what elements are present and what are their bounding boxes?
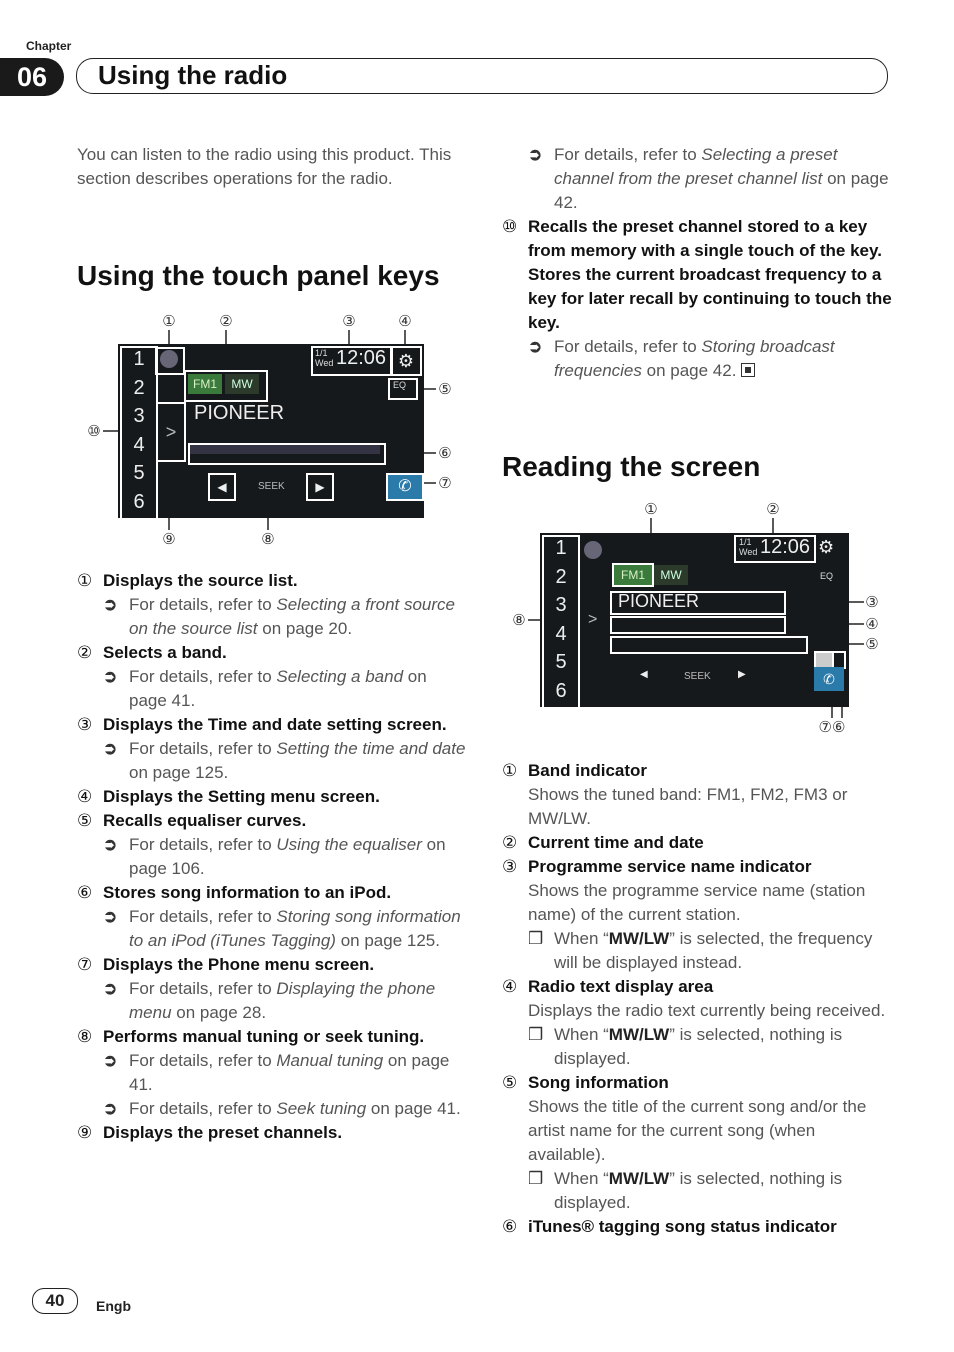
preset-key-6: 6 <box>555 679 567 702</box>
note-box-icon: ❒ <box>528 1169 544 1188</box>
preset-key-1: 1 <box>555 537 567 559</box>
callout-5: ⑤ <box>865 636 879 653</box>
item-label: Radio text display area <box>528 977 714 996</box>
item-label: Programme service name indicator <box>528 857 812 876</box>
item-label: Recalls equaliser curves. <box>103 811 307 830</box>
language-code: Engb <box>96 1298 131 1314</box>
date-display: 1/1 Wed <box>315 348 334 368</box>
page-number: 40 <box>32 1288 78 1314</box>
item-note <box>502 1023 892 1071</box>
preset-key-2: 2 <box>555 565 567 588</box>
preset-key-3[interactable]: 3 <box>133 405 145 427</box>
ref-arrow-icon: ➲ <box>528 145 543 164</box>
item-description: Displays the radio text currently being received. <box>528 1001 886 1020</box>
radio-screen-2 <box>540 533 849 707</box>
ref-page: on page 106. <box>129 835 446 878</box>
item-number: ⑥ <box>77 883 93 902</box>
callout-8: ⑧ <box>261 531 275 548</box>
preset-key-4: 4 <box>555 622 567 645</box>
note-text: ” is selected, nothing is displayed. <box>554 1169 843 1212</box>
ref-page: on page 28. <box>171 1003 267 1022</box>
preset-key-3: 3 <box>555 594 567 616</box>
reading-screen-list <box>502 759 892 1239</box>
preset-key-5: 5 <box>555 651 567 673</box>
band-indicator: FM1 <box>612 563 654 587</box>
callout-7-6: ⑦⑥ <box>818 719 846 736</box>
item-label: Selects a band. <box>103 643 227 662</box>
item-note <box>502 1167 892 1215</box>
ref-page: on page 41. <box>129 1051 450 1094</box>
preset-list-button[interactable]: > <box>156 402 186 462</box>
ref-link[interactable]: Using the equaliser <box>276 835 422 854</box>
callout-1: ① <box>644 501 658 518</box>
ref-text: For details, refer to <box>129 979 277 998</box>
seek-label: SEEK <box>684 671 711 682</box>
setting-gear-icon: ⚙ <box>818 537 835 557</box>
item-label: Displays the Setting menu screen. <box>103 787 380 806</box>
time-display[interactable]: 12:06 <box>336 347 387 369</box>
note-emphasis: MW/LW <box>608 1025 670 1044</box>
item-number: ⑤ <box>502 1073 518 1092</box>
preset-key-5[interactable]: 5 <box>133 462 145 484</box>
ref-link[interactable]: Selecting a front source on the source list <box>129 595 455 638</box>
ref-arrow-icon: ➲ <box>103 667 118 686</box>
station-name-display: PIONEER <box>618 591 700 611</box>
item-number: ⑤ <box>77 811 93 830</box>
setting-gear-icon[interactable]: ⚙ <box>390 346 422 376</box>
item-number: ① <box>502 761 518 780</box>
source-list-button[interactable] <box>584 541 602 559</box>
item-number: ③ <box>77 715 93 734</box>
item-number: ④ <box>77 787 93 806</box>
item-label: Displays the preset channels. <box>103 1123 343 1142</box>
chapter-label: Chapter <box>26 39 72 53</box>
item-10: ⑩ Recalls the preset channel stored to a key from memory with a single touch of the key. Stores the current broadcast frequency to a key for later recall by continuing to touch the key. <box>502 217 892 332</box>
item-note <box>502 927 892 975</box>
ref-arrow-icon: ➲ <box>103 979 118 998</box>
ref-link[interactable]: Storing song information to an iPod (iTunes Tagging) <box>129 907 461 950</box>
item-label: Song information <box>528 1073 669 1092</box>
preset-key-1[interactable]: 1 <box>133 348 145 370</box>
ref-text: For details, refer to <box>129 1051 277 1070</box>
item-number: ③ <box>502 857 518 876</box>
item-number: ② <box>502 833 518 852</box>
band-mw: MW <box>654 565 688 585</box>
phone-icon[interactable]: ✆ <box>386 473 424 501</box>
ref-link[interactable]: Setting the time and date <box>276 739 466 758</box>
callout-9: ⑨ <box>162 531 176 548</box>
item-label: Displays the Time and date setting screen. <box>103 715 447 734</box>
callout-2: ② <box>766 501 780 518</box>
note-text: When “ <box>554 1169 609 1188</box>
ref-text: For details, refer to <box>129 907 277 926</box>
item-description: Shows the programme service name (station name) of the current station. <box>528 881 866 924</box>
note-text: When “ <box>554 1025 609 1044</box>
ref-page: on page 41. <box>129 667 427 710</box>
callout-10: ⑩ <box>87 423 101 440</box>
callout-5: ⑤ <box>438 381 452 398</box>
item-description: Shows the title of the current song and/or the artist name for the current song (when available). <box>528 1097 867 1164</box>
ref-link[interactable]: Selecting a preset channel from the preset channel list <box>554 145 838 188</box>
band-mw-button[interactable]: MW <box>225 374 259 394</box>
band-fm1-button[interactable]: FM1 <box>188 374 222 394</box>
section-title-touch-panel: Using the touch panel keys <box>77 260 440 291</box>
item-label: Displays the Phone menu screen. <box>103 955 375 974</box>
screen-item-2 <box>502 831 892 855</box>
ref-link[interactable]: Seek tuning <box>276 1099 367 1118</box>
ref-page: on page 125. <box>335 931 440 950</box>
note-emphasis: MW/LW <box>608 929 670 948</box>
item-label: Band indicator <box>528 761 648 780</box>
next-arrow: ▶ <box>738 669 746 680</box>
note-box-icon: ❒ <box>528 1025 544 1044</box>
chapter-number: 06 <box>0 58 64 96</box>
item-description: Shows the tuned band: FM1, FM2, FM3 or MW/LW. <box>528 785 848 828</box>
item-label: Displays the source list. <box>103 571 298 590</box>
item-number: ⑦ <box>77 955 93 974</box>
ref-link[interactable]: Selecting a band <box>276 667 404 686</box>
item-number: ① <box>77 571 93 590</box>
date-display: 1/1 Wed <box>739 537 758 557</box>
time-display: 12:06 <box>760 536 811 558</box>
item-label: Stores song information to an iPod. <box>103 883 392 902</box>
item-number: ⑨ <box>77 1123 93 1142</box>
ref-page: on page 125. <box>129 763 229 782</box>
callout-4: ④ <box>398 313 412 330</box>
item-number: ⑥ <box>502 1217 518 1236</box>
intro-text: You can listen to the radio using this product. This section describes operations for the radio. <box>77 145 452 188</box>
item-number: ⑧ <box>77 1027 93 1046</box>
note-text: When “ <box>554 929 609 948</box>
tune-next-button[interactable]: ▶ <box>306 473 334 501</box>
section-title-reading-screen: Reading the screen <box>502 451 761 482</box>
item-label: iTunes® tagging song status indicator <box>528 1217 837 1236</box>
callout-8: ⑧ <box>512 612 526 629</box>
ref-arrow-icon: ➲ <box>103 907 118 926</box>
ref-link[interactable]: Storing broadcast frequencies <box>554 337 835 380</box>
preset-key-4[interactable]: 4 <box>133 433 145 456</box>
eq-button[interactable]: EQ <box>388 378 418 400</box>
item-label: Performs manual tuning or seek tuning. <box>103 1027 425 1046</box>
song-info-area <box>610 636 808 654</box>
note-box-icon: ❒ <box>528 929 544 948</box>
note-text: ” is selected, nothing is displayed. <box>554 1025 843 1068</box>
prev-arrow: ◀ <box>640 669 648 680</box>
ref-text: For details, refer to <box>129 595 277 614</box>
screen-item-3 <box>502 855 892 879</box>
ref-link[interactable]: Manual tuning <box>276 1051 384 1070</box>
item-number: ④ <box>502 977 518 996</box>
item-label: Current time and date <box>528 833 704 852</box>
radio-text-area <box>610 616 786 634</box>
preset-key-2[interactable]: 2 <box>133 376 145 399</box>
ref-text: For details, refer to <box>129 1099 277 1118</box>
callout-3: ③ <box>342 313 356 330</box>
station-name-display: PIONEER <box>194 402 285 424</box>
ref-arrow-icon: ➲ <box>103 739 118 758</box>
callout-1: ① <box>162 313 176 330</box>
screen-item-1 <box>502 759 892 783</box>
screen-item-5 <box>502 1071 892 1095</box>
screen-item-4 <box>502 975 892 999</box>
preset-arrow: > <box>588 611 598 628</box>
screen-item-6 <box>502 1215 892 1239</box>
ref-text: For details, refer to <box>129 739 277 758</box>
seek-label: SEEK <box>258 481 285 492</box>
tune-prev-button[interactable]: ◀ <box>208 473 236 501</box>
callout-7: ⑦ <box>438 475 452 492</box>
callout-2: ② <box>219 313 233 330</box>
eq-label: EQ <box>820 571 834 581</box>
preset-key-6[interactable]: 6 <box>133 490 145 513</box>
item-number: ② <box>77 643 93 662</box>
ref-storing-broadcast: ➲ For details, refer to Storing broadcast frequencies on page 42. <box>528 337 835 380</box>
note-emphasis: MW/LW <box>608 1169 670 1188</box>
ref-arrow-icon: ➲ <box>103 1099 118 1118</box>
ref-arrow-icon: ➲ <box>528 337 543 356</box>
ref-arrow-icon: ➲ <box>103 1051 118 1070</box>
phone-icon: ✆ <box>814 667 844 691</box>
ref-arrow-icon: ➲ <box>103 595 118 614</box>
callout-4: ④ <box>865 616 879 633</box>
ref-link[interactable]: Displaying the phone menu <box>129 979 436 1022</box>
chapter-title: Using the radio <box>98 60 288 90</box>
callout-6: ⑥ <box>438 445 452 462</box>
ref-preset-channel: ➲ For details, refer to Selecting a preset channel from the preset channel list on page 42. <box>528 145 889 212</box>
callout-3: ③ <box>865 594 879 611</box>
ref-arrow-icon: ➲ <box>103 835 118 854</box>
ref-text: For details, refer to <box>129 835 277 854</box>
ref-text: For details, refer to <box>129 667 277 686</box>
note-text: ” is selected, the frequency will be displayed instead. <box>554 929 873 972</box>
ref-page: on page 41. <box>366 1099 461 1118</box>
ref-page: on page 20. <box>257 619 353 638</box>
